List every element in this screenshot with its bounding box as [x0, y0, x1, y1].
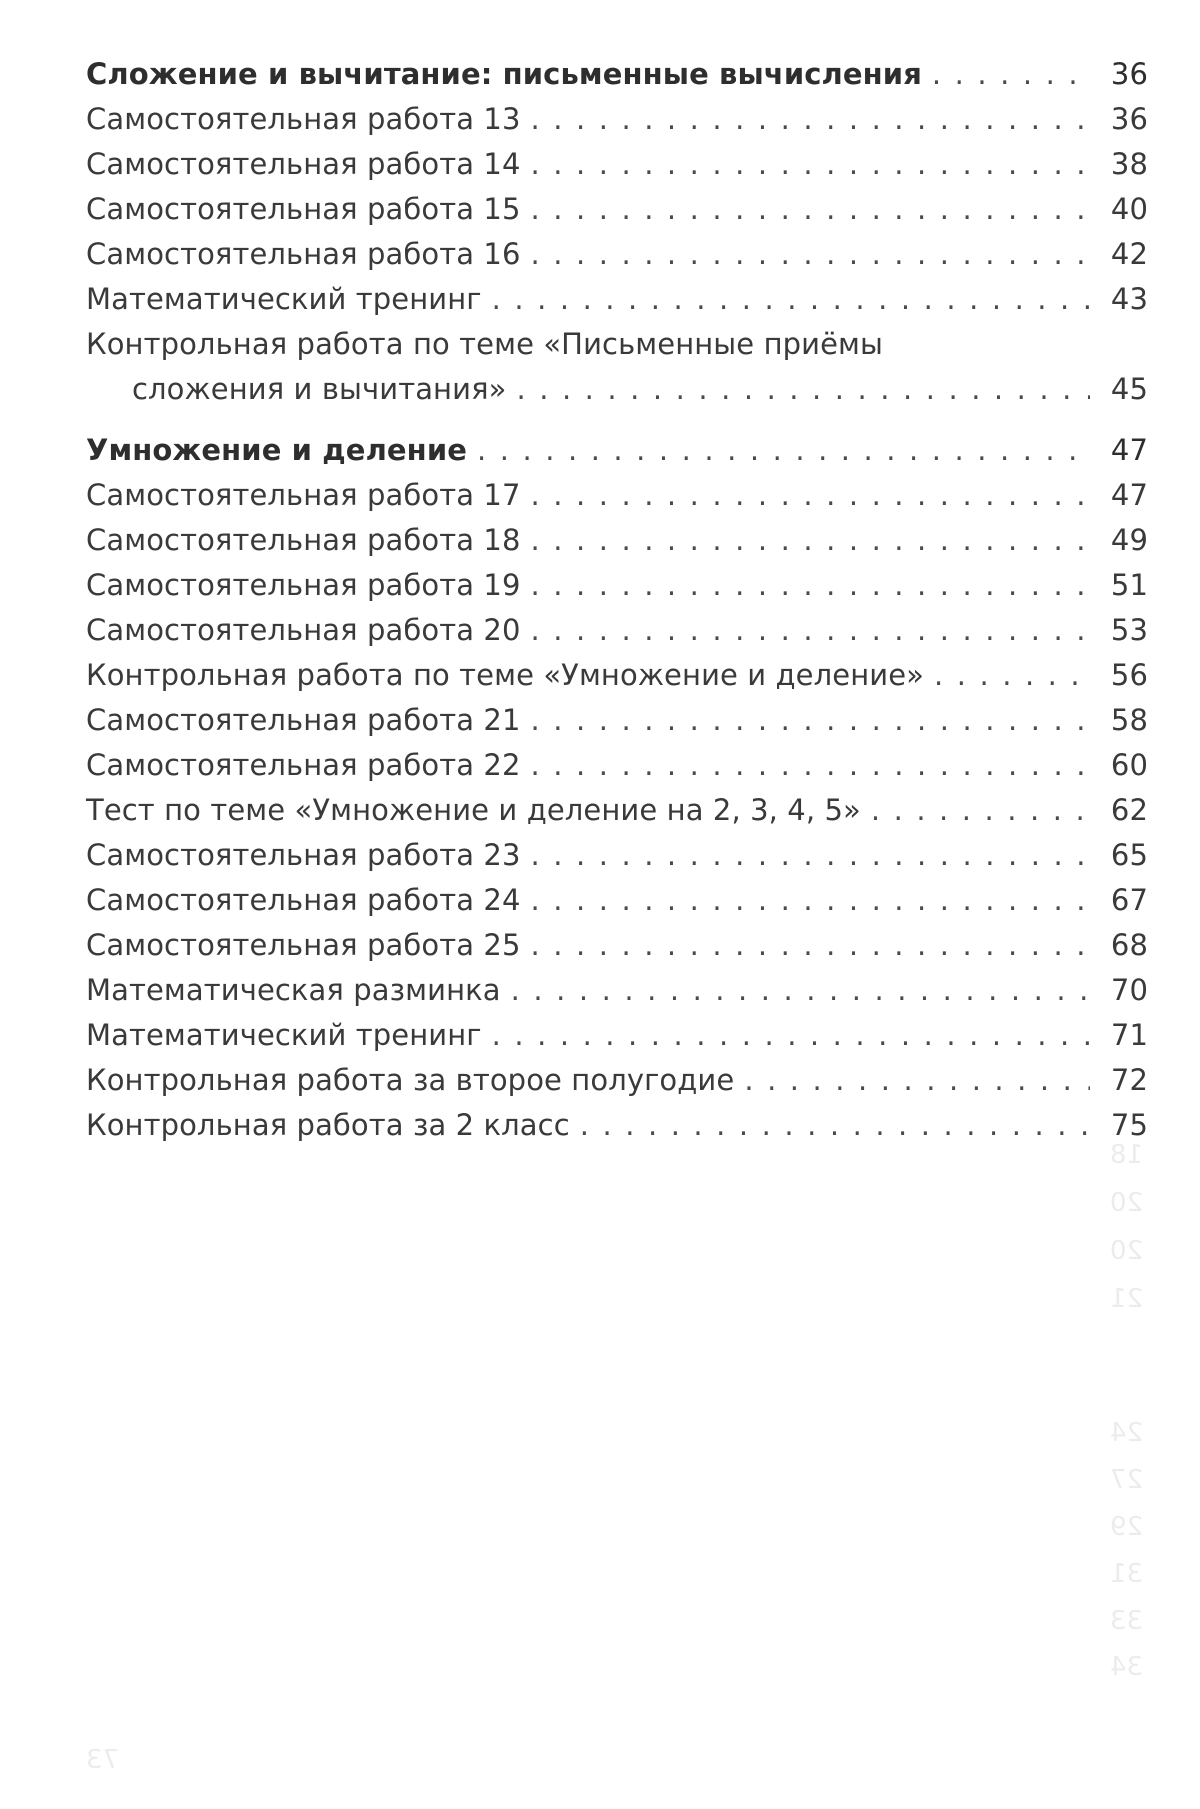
- toc-leader-dots: [531, 833, 1090, 878]
- toc-leader-dots: [511, 968, 1090, 1013]
- toc-entry-label-line2: сложения и вычитания»: [132, 372, 507, 406]
- toc-page-number: 60: [1110, 748, 1148, 782]
- toc-entry[interactable]: [86, 1013, 1148, 1058]
- toc-page-number: 71: [1110, 1018, 1148, 1052]
- toc-page-number: 47: [1110, 433, 1148, 467]
- toc-entry-label: Контрольная работа за второе полугодие: [86, 1063, 735, 1097]
- table-of-contents: [86, 52, 1148, 1148]
- toc-entry-label: Самостоятельная работа 13: [86, 102, 521, 136]
- bleed-through-number: 20: [1110, 1236, 1144, 1266]
- toc-entry[interactable]: [86, 1103, 1148, 1148]
- toc-heading-label: Умножение и деление: [86, 433, 468, 467]
- toc-leader-dots: [531, 473, 1090, 518]
- toc-entry-label: Математический тренинг: [86, 1018, 482, 1052]
- toc-entry-label-line1: Контрольная работа по теме «Письменные приёмы: [86, 327, 884, 361]
- toc-entry-label: Самостоятельная работа 16: [86, 237, 521, 271]
- toc-leader-dots: [531, 743, 1090, 788]
- toc-entry-label: Самостоятельная работа 23: [86, 838, 521, 872]
- toc-page-number: 47: [1110, 478, 1148, 512]
- toc-leader-dots: [492, 277, 1090, 322]
- toc-entry-label: Самостоятельная работа 14: [86, 147, 521, 181]
- toc-page-number: 75: [1110, 1108, 1148, 1142]
- toc-entry[interactable]: [86, 968, 1148, 1013]
- toc-entry-label: Тест по теме «Умножение и деление на 2, 3, 4, 5»: [86, 793, 861, 827]
- toc-entry-label: Самостоятельная работа 25: [86, 928, 521, 962]
- toc-section-multiplication-division: [86, 428, 1148, 1148]
- bleed-through-number: 29: [1110, 1512, 1144, 1542]
- toc-entry-label: Контрольная работа по теме «Умножение и деление»: [86, 658, 924, 692]
- toc-entry[interactable]: [86, 833, 1148, 878]
- toc-section-heading[interactable]: [86, 52, 1148, 97]
- toc-page-number: 40: [1110, 192, 1148, 226]
- toc-leader-dots: [744, 1058, 1090, 1103]
- toc-page-number: 65: [1110, 838, 1148, 872]
- toc-leader-dots: [531, 142, 1090, 187]
- toc-entry[interactable]: [86, 142, 1148, 187]
- toc-page-number: 42: [1110, 237, 1148, 271]
- toc-leader-dots: [531, 923, 1090, 968]
- toc-entry-label: Математическая разминка: [86, 973, 501, 1007]
- bleed-through-number: 27: [1110, 1465, 1144, 1495]
- toc-entry-multiline-second[interactable]: [86, 367, 1148, 412]
- toc-entry-label: Самостоятельная работа 19: [86, 568, 521, 602]
- toc-entry-multiline-first[interactable]: [86, 322, 1148, 367]
- toc-entry[interactable]: [86, 1058, 1148, 1103]
- toc-leader-dots: [531, 187, 1090, 232]
- toc-leader-dots: [477, 428, 1090, 473]
- toc-page-number: 72: [1110, 1063, 1148, 1097]
- bleed-through-number: 34: [1110, 1652, 1144, 1682]
- toc-entry-label: Самостоятельная работа 24: [86, 883, 521, 917]
- toc-page-number: 67: [1110, 883, 1148, 917]
- toc-page-number: 56: [1110, 658, 1148, 692]
- toc-page-number: 43: [1110, 282, 1148, 316]
- toc-entry[interactable]: [86, 473, 1148, 518]
- bleed-through-number: 73: [86, 1745, 120, 1775]
- toc-leader-dots: [531, 563, 1090, 608]
- toc-leader-dots: [932, 52, 1090, 97]
- toc-entry[interactable]: [86, 788, 1148, 833]
- toc-page-number: 62: [1110, 793, 1148, 827]
- toc-entry[interactable]: [86, 608, 1148, 653]
- toc-leader-dots: [531, 878, 1090, 923]
- toc-entry-label: Самостоятельная работа 22: [86, 748, 521, 782]
- toc-leader-dots: [531, 232, 1090, 277]
- toc-section-addition-subtraction: [86, 52, 1148, 412]
- toc-page-number: 49: [1110, 523, 1148, 557]
- toc-page-number: 45: [1110, 372, 1148, 406]
- toc-page-number: 53: [1110, 613, 1148, 647]
- toc-leader-dots: [871, 788, 1090, 833]
- toc-entry-label: Самостоятельная работа 18: [86, 523, 521, 557]
- toc-entry[interactable]: [86, 518, 1148, 563]
- bleed-through-number: 18: [1110, 1140, 1144, 1170]
- bleed-through-number: 24: [1110, 1418, 1144, 1448]
- toc-page-number: 36: [1110, 102, 1148, 136]
- toc-leader-dots: [516, 367, 1090, 412]
- toc-entry-label: Самостоятельная работа 21: [86, 703, 521, 737]
- toc-entry[interactable]: [86, 878, 1148, 923]
- toc-page-number: 38: [1110, 147, 1148, 181]
- toc-page-number: 68: [1110, 928, 1148, 962]
- toc-entry-label: Самостоятельная работа 20: [86, 613, 521, 647]
- toc-entry[interactable]: [86, 277, 1148, 322]
- bleed-through-number: 33: [1110, 1606, 1144, 1636]
- toc-entry-label: Самостоятельная работа 15: [86, 192, 521, 226]
- toc-leader-dots: [531, 518, 1090, 563]
- toc-heading-label: Сложение и вычитание: письменные вычисления: [86, 57, 922, 91]
- bleed-through-number: 20: [1110, 1188, 1144, 1218]
- toc-entry[interactable]: [86, 698, 1148, 743]
- toc-entry[interactable]: [86, 743, 1148, 788]
- toc-entry[interactable]: [86, 187, 1148, 232]
- toc-entry-label: Математический тренинг: [86, 282, 482, 316]
- bleed-through-number: 31: [1110, 1559, 1144, 1589]
- toc-entry-label: Контрольная работа за 2 класс: [86, 1108, 570, 1142]
- toc-entry[interactable]: [86, 563, 1148, 608]
- toc-entry[interactable]: [86, 653, 1148, 698]
- toc-leader-dots: [531, 698, 1090, 743]
- toc-page-number: 51: [1110, 568, 1148, 602]
- toc-page-number: 70: [1110, 973, 1148, 1007]
- toc-leader-dots: [531, 97, 1090, 142]
- toc-leader-dots: [934, 653, 1090, 698]
- toc-entry[interactable]: [86, 232, 1148, 277]
- toc-entry[interactable]: [86, 97, 1148, 142]
- bleed-through-number: 21: [1110, 1284, 1144, 1314]
- toc-leader-dots: [531, 608, 1090, 653]
- toc-leader-dots: [492, 1013, 1090, 1058]
- toc-page-number: 58: [1110, 703, 1148, 737]
- toc-section-heading[interactable]: [86, 428, 1148, 473]
- toc-entry-label: Самостоятельная работа 17: [86, 478, 521, 512]
- toc-entry[interactable]: [86, 923, 1148, 968]
- toc-leader-dots: [580, 1103, 1090, 1148]
- toc-page-number: 36: [1110, 57, 1148, 91]
